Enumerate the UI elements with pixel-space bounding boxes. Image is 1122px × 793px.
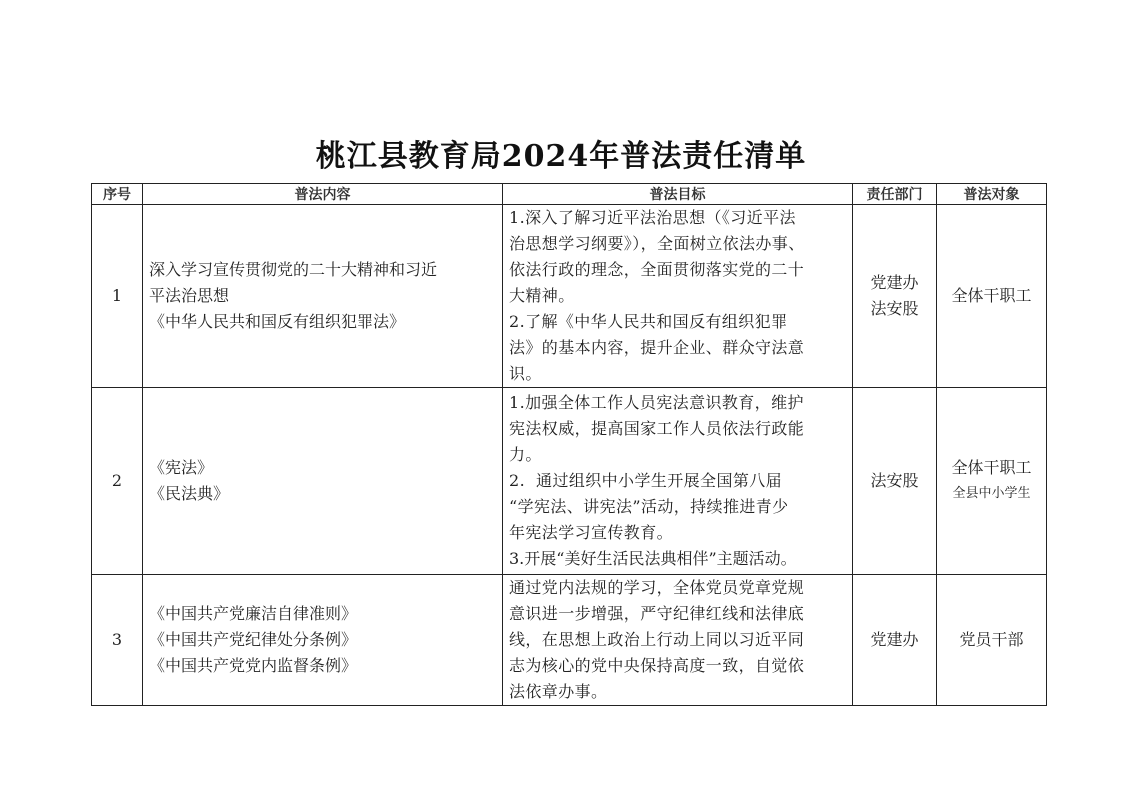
goal-line: 1.加强全体工作人员宪法意识教育，维护	[509, 393, 804, 412]
dept-line: 法安股	[870, 471, 919, 490]
row-goal	[503, 575, 853, 706]
dept-line: 法安股	[870, 299, 919, 318]
row-target	[937, 205, 1047, 388]
table-row	[92, 205, 1047, 388]
dept-line: 党建办	[870, 630, 919, 649]
content-line: 《中华人民共和国反有组织犯罪法》	[149, 312, 406, 331]
content-line: 《中国共产党党内监督条例》	[149, 656, 358, 675]
goal-line: 识。	[509, 364, 542, 383]
goal-line: 2.了解《中华人民共和国反有组织犯罪	[509, 312, 788, 331]
target-line: 全县中小学生	[952, 486, 1031, 501]
target-line: 全体干职工	[951, 286, 1032, 305]
goal-line: 治思想学习纲要》），全面树立依法办事、	[509, 234, 805, 253]
content-line: 《中国共产党纪律处分条例》	[149, 630, 358, 649]
row-dept	[853, 205, 937, 388]
content-line: 深入学习宣传贯彻党的二十大精神和习近	[149, 260, 438, 279]
header-target: 普法对象	[937, 184, 1047, 205]
target-line: 党员干部	[959, 630, 1024, 649]
goal-line: 力。	[509, 445, 542, 464]
content-line: 《宪法》	[149, 458, 214, 477]
row-content	[143, 205, 503, 388]
goal-line: 法》的基本内容，提升企业、群众守法意	[509, 338, 805, 357]
row-dept	[853, 575, 937, 706]
header-index: 序号	[92, 184, 143, 205]
row-goal	[503, 205, 853, 388]
row-target	[937, 388, 1047, 575]
table-header-row	[92, 184, 1047, 205]
dept-line: 党建办	[870, 273, 919, 292]
row-content	[143, 575, 503, 706]
content-line: 平法治思想	[149, 286, 230, 305]
goal-line: 宪法权威，提高国家工作人员依法行政能	[509, 419, 805, 438]
row-index: 2	[92, 388, 143, 575]
target-line: 全体干职工	[951, 458, 1032, 477]
content-line: 《民法典》	[149, 484, 230, 503]
row-index: 1	[92, 205, 143, 388]
header-goal: 普法目标	[503, 184, 853, 205]
goal-line: 意识进一步增强，严守纪律红线和法律底	[509, 604, 805, 623]
header-dept: 责任部门	[853, 184, 937, 205]
table-row	[92, 388, 1047, 575]
row-goal	[503, 388, 853, 575]
goal-line: 志为核心的党中央保持高度一致，自觉依	[509, 656, 805, 675]
goal-line: 1.深入了解习近平法治思想（《习近平法	[509, 208, 796, 227]
goal-line: 2. 通过组织中小学生开展全国第八届	[509, 471, 783, 490]
content-line: 《中国共产党廉洁自律准则》	[149, 604, 358, 623]
goal-line: “学宪法、讲宪法”活动，持续推进青少	[509, 497, 789, 516]
goal-line: 线，在思想上政治上行动上同以习近平同	[509, 630, 805, 649]
goal-line: 依法行政的理念，全面贯彻落实党的二十	[509, 260, 805, 279]
row-dept	[853, 388, 937, 575]
page-title: 桃江县教育局2024年普法责任清单	[315, 139, 807, 174]
row-target	[937, 575, 1047, 706]
table-row	[92, 575, 1047, 706]
header-content: 普法内容	[143, 184, 503, 205]
responsibility-table	[91, 183, 1047, 706]
goal-line: 通过党内法规的学习，全体党员党章党规	[509, 578, 805, 597]
row-content	[143, 388, 503, 575]
goal-line: 3.开展“美好生活民法典相伴”主题活动。	[509, 549, 797, 568]
goal-line: 年宪法学习宣传教育。	[509, 523, 674, 542]
row-index: 3	[92, 575, 143, 706]
goal-line: 法依章办事。	[509, 682, 608, 701]
goal-line: 大精神。	[509, 286, 575, 305]
